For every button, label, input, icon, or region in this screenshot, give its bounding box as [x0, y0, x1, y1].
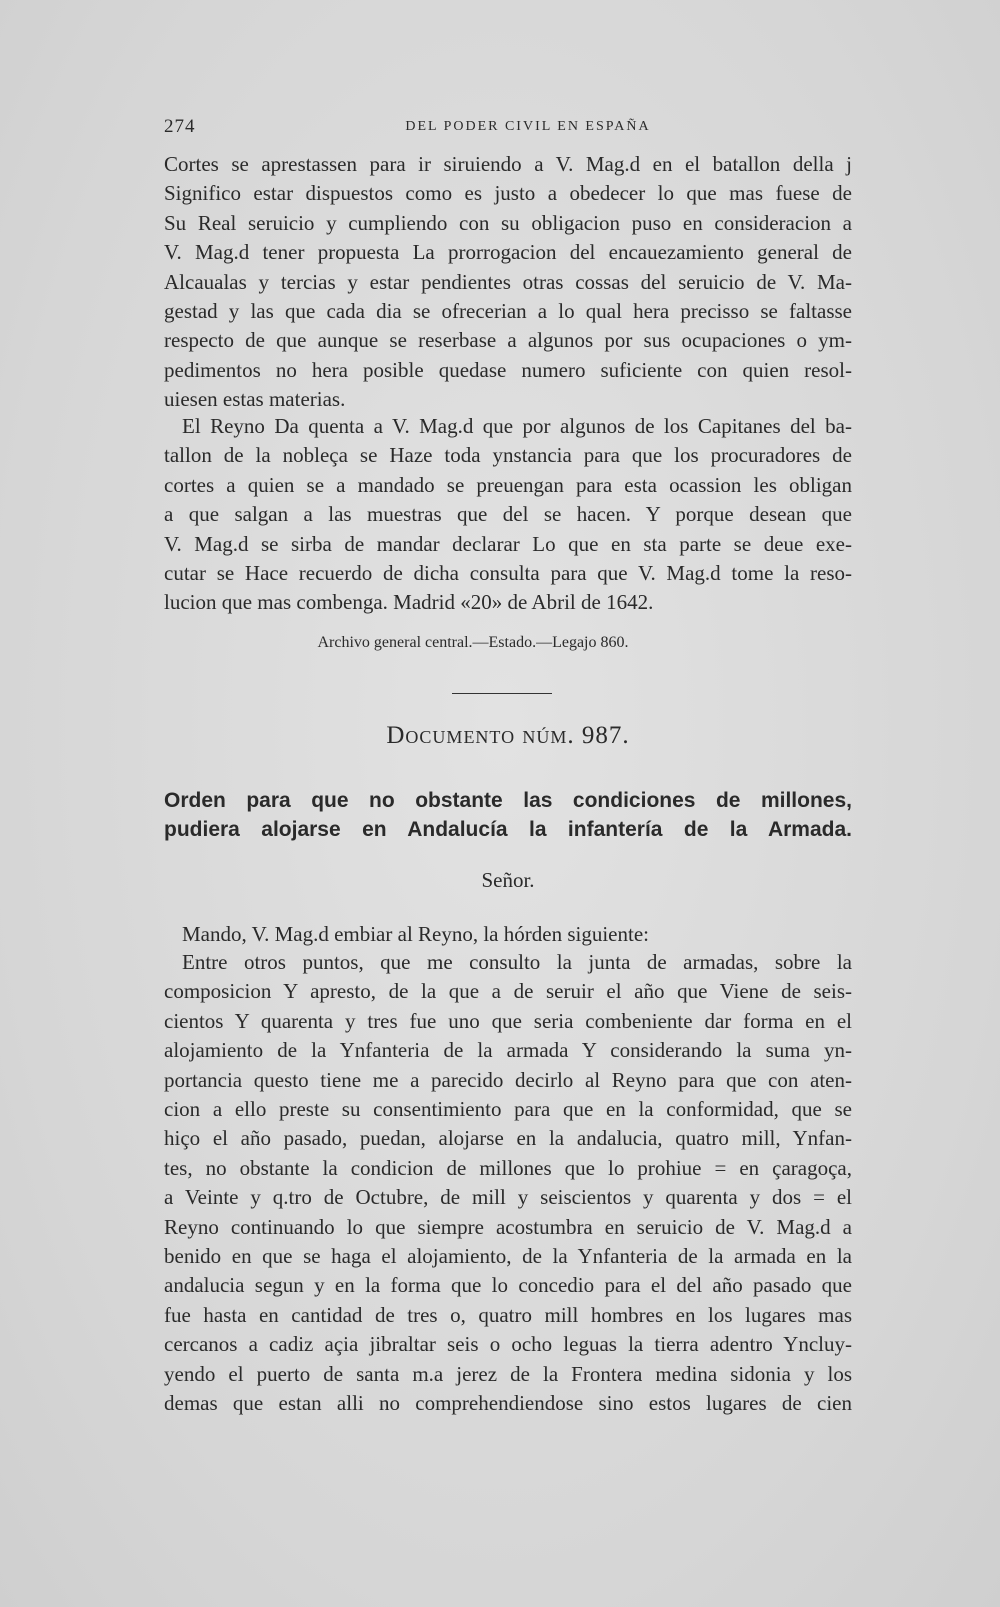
text-line: Alcaualas y tercias y estar pendientes otras cossas del seruicio de V. Ma-: [164, 269, 852, 294]
text-line: andalucia segun y en la forma que lo concedio para el del año pasado que: [164, 1273, 852, 1298]
text-line: cercanos a cadiz açia jibraltar seis o ocho leguas la tierra adentro Yncluy-: [164, 1332, 852, 1357]
text-line: Su Real seruicio y cumpliendo con su obligacion puso en consideracion a: [164, 210, 852, 235]
text-line: portancia questo tiene me a parecido decirlo al Reyno para que con aten-: [164, 1067, 852, 1092]
text-line: Entre otros puntos, que me consulto la junta de armadas, sobre la: [182, 950, 852, 974]
text-line: tes, no obstante la condicion de millones que lo prohiue = en çaragoça,: [164, 1155, 852, 1180]
text-line: a que salgan a las muestras que del se hacen. Y porque desean que: [164, 502, 852, 527]
text-line: respecto de que aunque se reserbase a algunos por sus ocupaciones o ym-: [164, 328, 852, 353]
text-line: Mando, V. Mag.d embiar al Reyno, la hórden siguiente:: [182, 922, 649, 946]
text-line: composicion Y apresto, de la que a de seruir el año que Viene de seis-: [164, 979, 852, 1004]
text-line: hiço el año pasado, puedan, alojarse en la andalucia, quatro mill, Ynfan-: [164, 1126, 852, 1151]
subtitle-line: pudiera alojarse en Andalucía la infantería de la Armada.: [164, 818, 852, 841]
subtitle-line: Orden para que no obstante las condiciones de millones,: [164, 789, 852, 812]
text-line: cientos Y quarenta y tres fue uno que seria combeniente dar forma en el: [164, 1008, 852, 1033]
text-line: demas que estan alli no comprehendiendose sino estos lugares de cien: [164, 1391, 852, 1416]
document-subtitle: [164, 786, 852, 844]
page-number: 274: [164, 116, 196, 137]
paragraph-4: [164, 948, 852, 1419]
text-line: tallon de la nobleça se Haze toda ynstancia para que los procuradores de: [164, 443, 852, 468]
paragraph-3: [164, 920, 852, 949]
text-line: lucion que mas combenga. Madrid «20» de Abril de 1642.: [164, 590, 654, 615]
text-line: a Veinte y q.tro de Octubre, de mill y seiscientos y quarenta y dos = el: [164, 1185, 852, 1210]
running-title: DEL PODER CIVIL EN ESPAÑA: [405, 119, 651, 134]
text-line: pedimentos no hera posible quedase numero suficiente con quien resol-: [164, 357, 852, 382]
text-line: uiesen estas materias.: [164, 387, 346, 412]
document-heading: Documento núm. 987.: [386, 722, 630, 749]
text-line: fue hasta en cantidad de tres o, quatro mill hombres en los lugares mas: [164, 1302, 852, 1327]
text-line: V. Mag.d se sirba de mandar declarar Lo que en sta parte se deue exe-: [164, 531, 852, 556]
running-head: [164, 116, 852, 140]
text-line: El Reyno Da quenta a V. Mag.d que por algunos de los Capitanes del ba-: [182, 414, 852, 438]
section-divider: [452, 693, 552, 694]
text-line: benido en que se haga el alojamiento, de la Ynfanteria de la armada en la: [164, 1244, 852, 1269]
text-line: Reyno continuando lo que siempre acostumbra en seruicio de V. Mag.d a: [164, 1214, 852, 1239]
text-line: V. Mag.d tener propuesta La prorrogacion del encauezamiento general de: [164, 240, 852, 265]
text-line: Cortes se aprestassen para ir siruiendo a V. Mag.d en el batallon della j: [164, 152, 852, 176]
text-line: gestad y las que cada dia se ofrecerian a lo qual hera precisso se faltasse: [164, 299, 852, 324]
text-line: Significo estar dispuestos como es justo a obedecer lo que mas fuese de: [164, 181, 852, 206]
archive-source: Archivo general central.—Estado.—Legajo 860.: [317, 634, 629, 651]
text-line: alojamiento de la Ynfanteria de la armada Y considerando la suma yn-: [164, 1038, 852, 1063]
salutation: Señor.: [481, 868, 535, 892]
paragraph-1: [164, 150, 852, 415]
text-line: yendo el puerto de santa m.a jerez de la Frontera medina sidonia y los: [164, 1361, 852, 1386]
text-line: cortes a quien se a mandado se preuengan para esta ocassion les obligan: [164, 472, 852, 497]
text-line: cion a ello preste su consentimiento para que en la conformidad, que se: [164, 1097, 852, 1122]
text-line: cutar se Hace recuerdo de dicha consulta para que V. Mag.d tome la reso-: [164, 561, 852, 586]
paragraph-2: [164, 412, 852, 618]
